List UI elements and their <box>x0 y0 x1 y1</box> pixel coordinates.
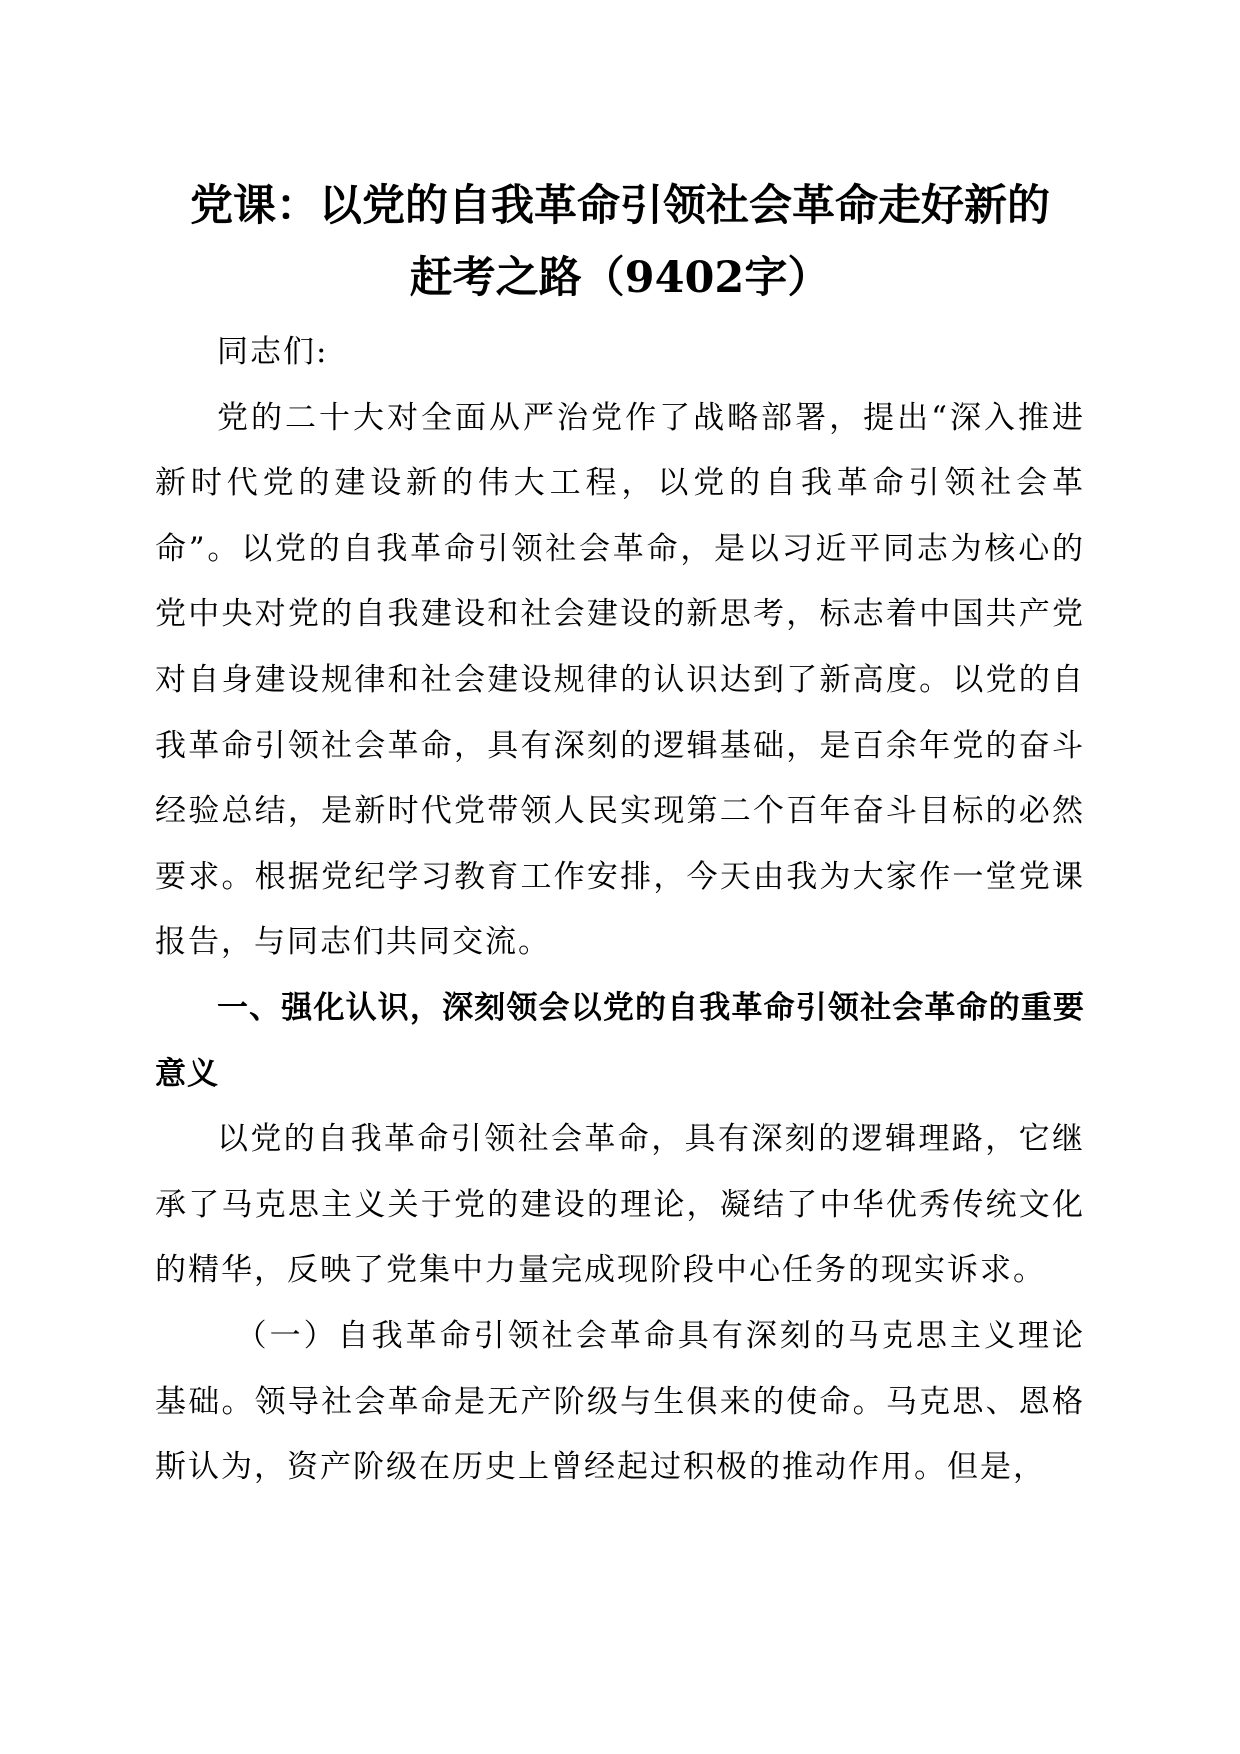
intro-paragraph: 党的二十大对全面从严治党作了战略部署，提出“深入推进新时代党的建设新的伟大工程，以党的自我革命引领社会革命”。以党的自我革命引领社会革命，是以习近平同志为核心的党中央对党的自我建设和社会建设的新思考，标志着中国共产党对自身建设规律和社会建设规律的认识达到了新高度。以党的自我革命引领社会革命，具有深刻的逻辑基础，是百余年党的奋斗经验总结，是新时代党带领人民实现第二个百年奋斗目标的必然要求。根据党纪学习教育工作安排，今天由我为大家作一堂党课报告，与同志们共同交流。 <box>155 399 1085 961</box>
document-title-line-2: 赶考之路（9402字） <box>409 253 831 303</box>
document-title-line-1: 党课：以党的自我革命引领社会革命走好新的 <box>190 181 1050 231</box>
section-heading-1: 一、强化认识，深刻领会以党的自我革命引领社会革命的重要意义 <box>155 989 1085 1092</box>
salutation: 同志们: <box>217 334 329 370</box>
subsection-1-paragraph: （一）自我革命引领社会革命具有深刻的马克思主义理论基础。领导社会革命是无产阶级与生俱来的使命。马克思、恩格斯认为，资产阶级在历史上曾经起过积极的推动作用。但是， <box>155 1317 1085 1486</box>
section-1-intro-paragraph: 以党的自我革命引领社会革命，具有深刻的逻辑理路，它继承了马克思主义关于党的建设的理论，凝结了中华优秀传统文化的精华，反映了党集中力量完成现阶段中心任务的现实诉求。 <box>155 1121 1085 1289</box>
document-body <box>155 320 1085 1501</box>
